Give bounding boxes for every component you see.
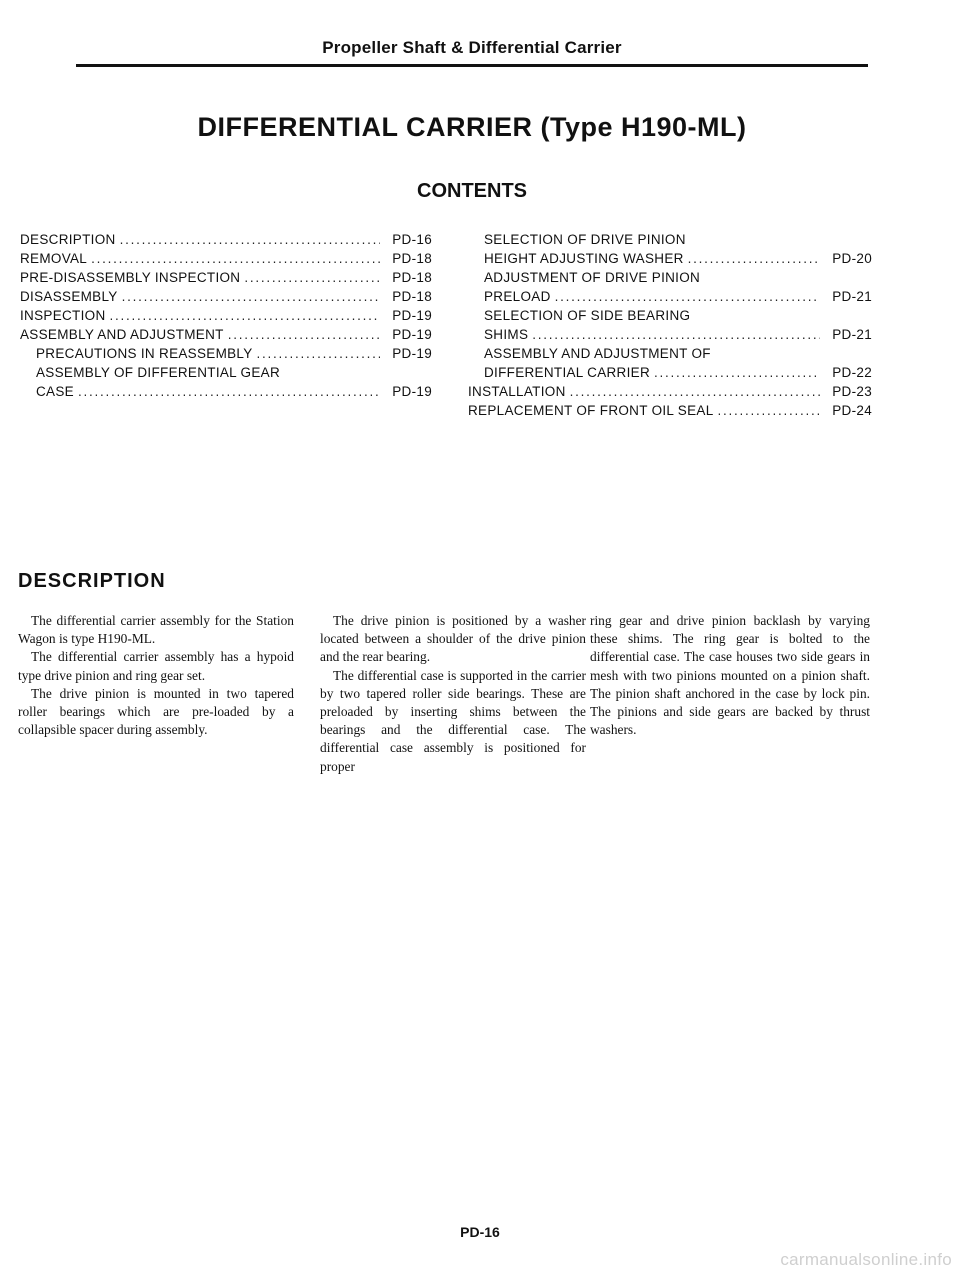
toc-entry-preload[interactable]: PRELOAD . . . PD-21 (468, 287, 872, 306)
page-title: DIFFERENTIAL CARRIER (Type H190-ML) (197, 112, 747, 142)
section-heading-description: DESCRIPTION (18, 570, 166, 592)
toc-entry-shims[interactable]: SHIMS . . . PD-21 (468, 325, 872, 344)
toc-entry-description[interactable]: DESCRIPTION . . . PD-16 (20, 230, 432, 249)
toc-left-column (20, 230, 432, 401)
toc-entry-selection-of-drive-pinion-line1[interactable]: SELECTION OF DRIVE PINION (484, 232, 686, 247)
paragraph: ring gear and drive pinion backlash by varying these shims. The ring gear is bolted to the differential case. The case houses two side gears in mesh with two pinions mounted on a pinion shaft. The pinion shaft anchored in the case by lock pin. The pinions and side gears are backed by thrust washers. (590, 613, 870, 738)
toc-entry-disassembly[interactable]: DISASSEMBLY . . . PD-18 (20, 287, 432, 306)
toc-entry-inspection[interactable]: INSPECTION . . . PD-19 (20, 306, 432, 325)
toc-entry-assembly-and-adjustment-of-line1[interactable]: ASSEMBLY AND ADJUSTMENT OF (484, 346, 711, 361)
paragraph: The differential case is supported in the carrier by two tapered roller side bearings. These are preloaded by inserting shims between the bearings and the differential case. The differential case assembly is positioned for proper (320, 667, 586, 774)
toc-entry-installation[interactable]: INSTALLATION . . . PD-23 (468, 382, 872, 401)
paragraph: The drive pinion is mounted in two tapered roller bearings which are pre-loaded by a collapsible spacer during assembly. (18, 685, 294, 738)
description-column-2 (320, 612, 586, 776)
page-number: PD-16 (460, 1224, 500, 1240)
toc-entry-adjustment-of-drive-pinion-line1[interactable]: ADJUSTMENT OF DRIVE PINION (484, 270, 701, 285)
running-header: Propeller Shaft & Differential Carrier (322, 38, 622, 57)
toc-entry-assembly-of-differential-gear-case[interactable]: CASE . . . PD-19 (20, 382, 432, 401)
toc-entry-selection-of-side-bearing-line1[interactable]: SELECTION OF SIDE BEARING (484, 308, 691, 323)
paragraph: The differential carrier assembly has a hypoid type drive pinion and ring gear set. (18, 649, 294, 683)
description-column-1 (18, 612, 294, 739)
toc-entry-precautions-in-reassembly[interactable]: PRECAUTIONS IN REASSEMBLY . . . PD-19 (20, 344, 432, 363)
toc-entry-differential-carrier[interactable]: DIFFERENTIAL CARRIER . . . PD-22 (468, 363, 872, 382)
contents-heading: CONTENTS (417, 180, 527, 202)
toc-entry-replacement-of-front-oil-seal[interactable]: REPLACEMENT OF FRONT OIL SEAL . . . PD-24 (468, 401, 872, 420)
toc-entry-assembly-and-adjustment[interactable]: ASSEMBLY AND ADJUSTMENT . . . PD-19 (20, 325, 432, 344)
paragraph: The differential carrier assembly for the Station Wagon is type H190-ML. (18, 613, 294, 647)
toc-entry-pre-disassembly-inspection[interactable]: PRE-DISASSEMBLY INSPECTION . . . PD-18 (20, 268, 432, 287)
toc-entry-assembly-of-differential-gear-case-line1[interactable]: ASSEMBLY OF DIFFERENTIAL GEAR (36, 365, 281, 380)
description-column-3 (590, 612, 870, 739)
toc-entry-height-adjusting-washer[interactable]: HEIGHT ADJUSTING WASHER . . . PD-20 (468, 249, 872, 268)
header-rule (76, 64, 868, 67)
paragraph: The drive pinion is positioned by a washer located between a shoulder of the drive pinion and the rear bearing. (320, 613, 586, 665)
toc-entry-removal[interactable]: REMOVAL . . . PD-18 (20, 249, 432, 268)
toc-right-column (468, 230, 872, 420)
watermark: carmanualsonline.info (780, 1250, 952, 1269)
